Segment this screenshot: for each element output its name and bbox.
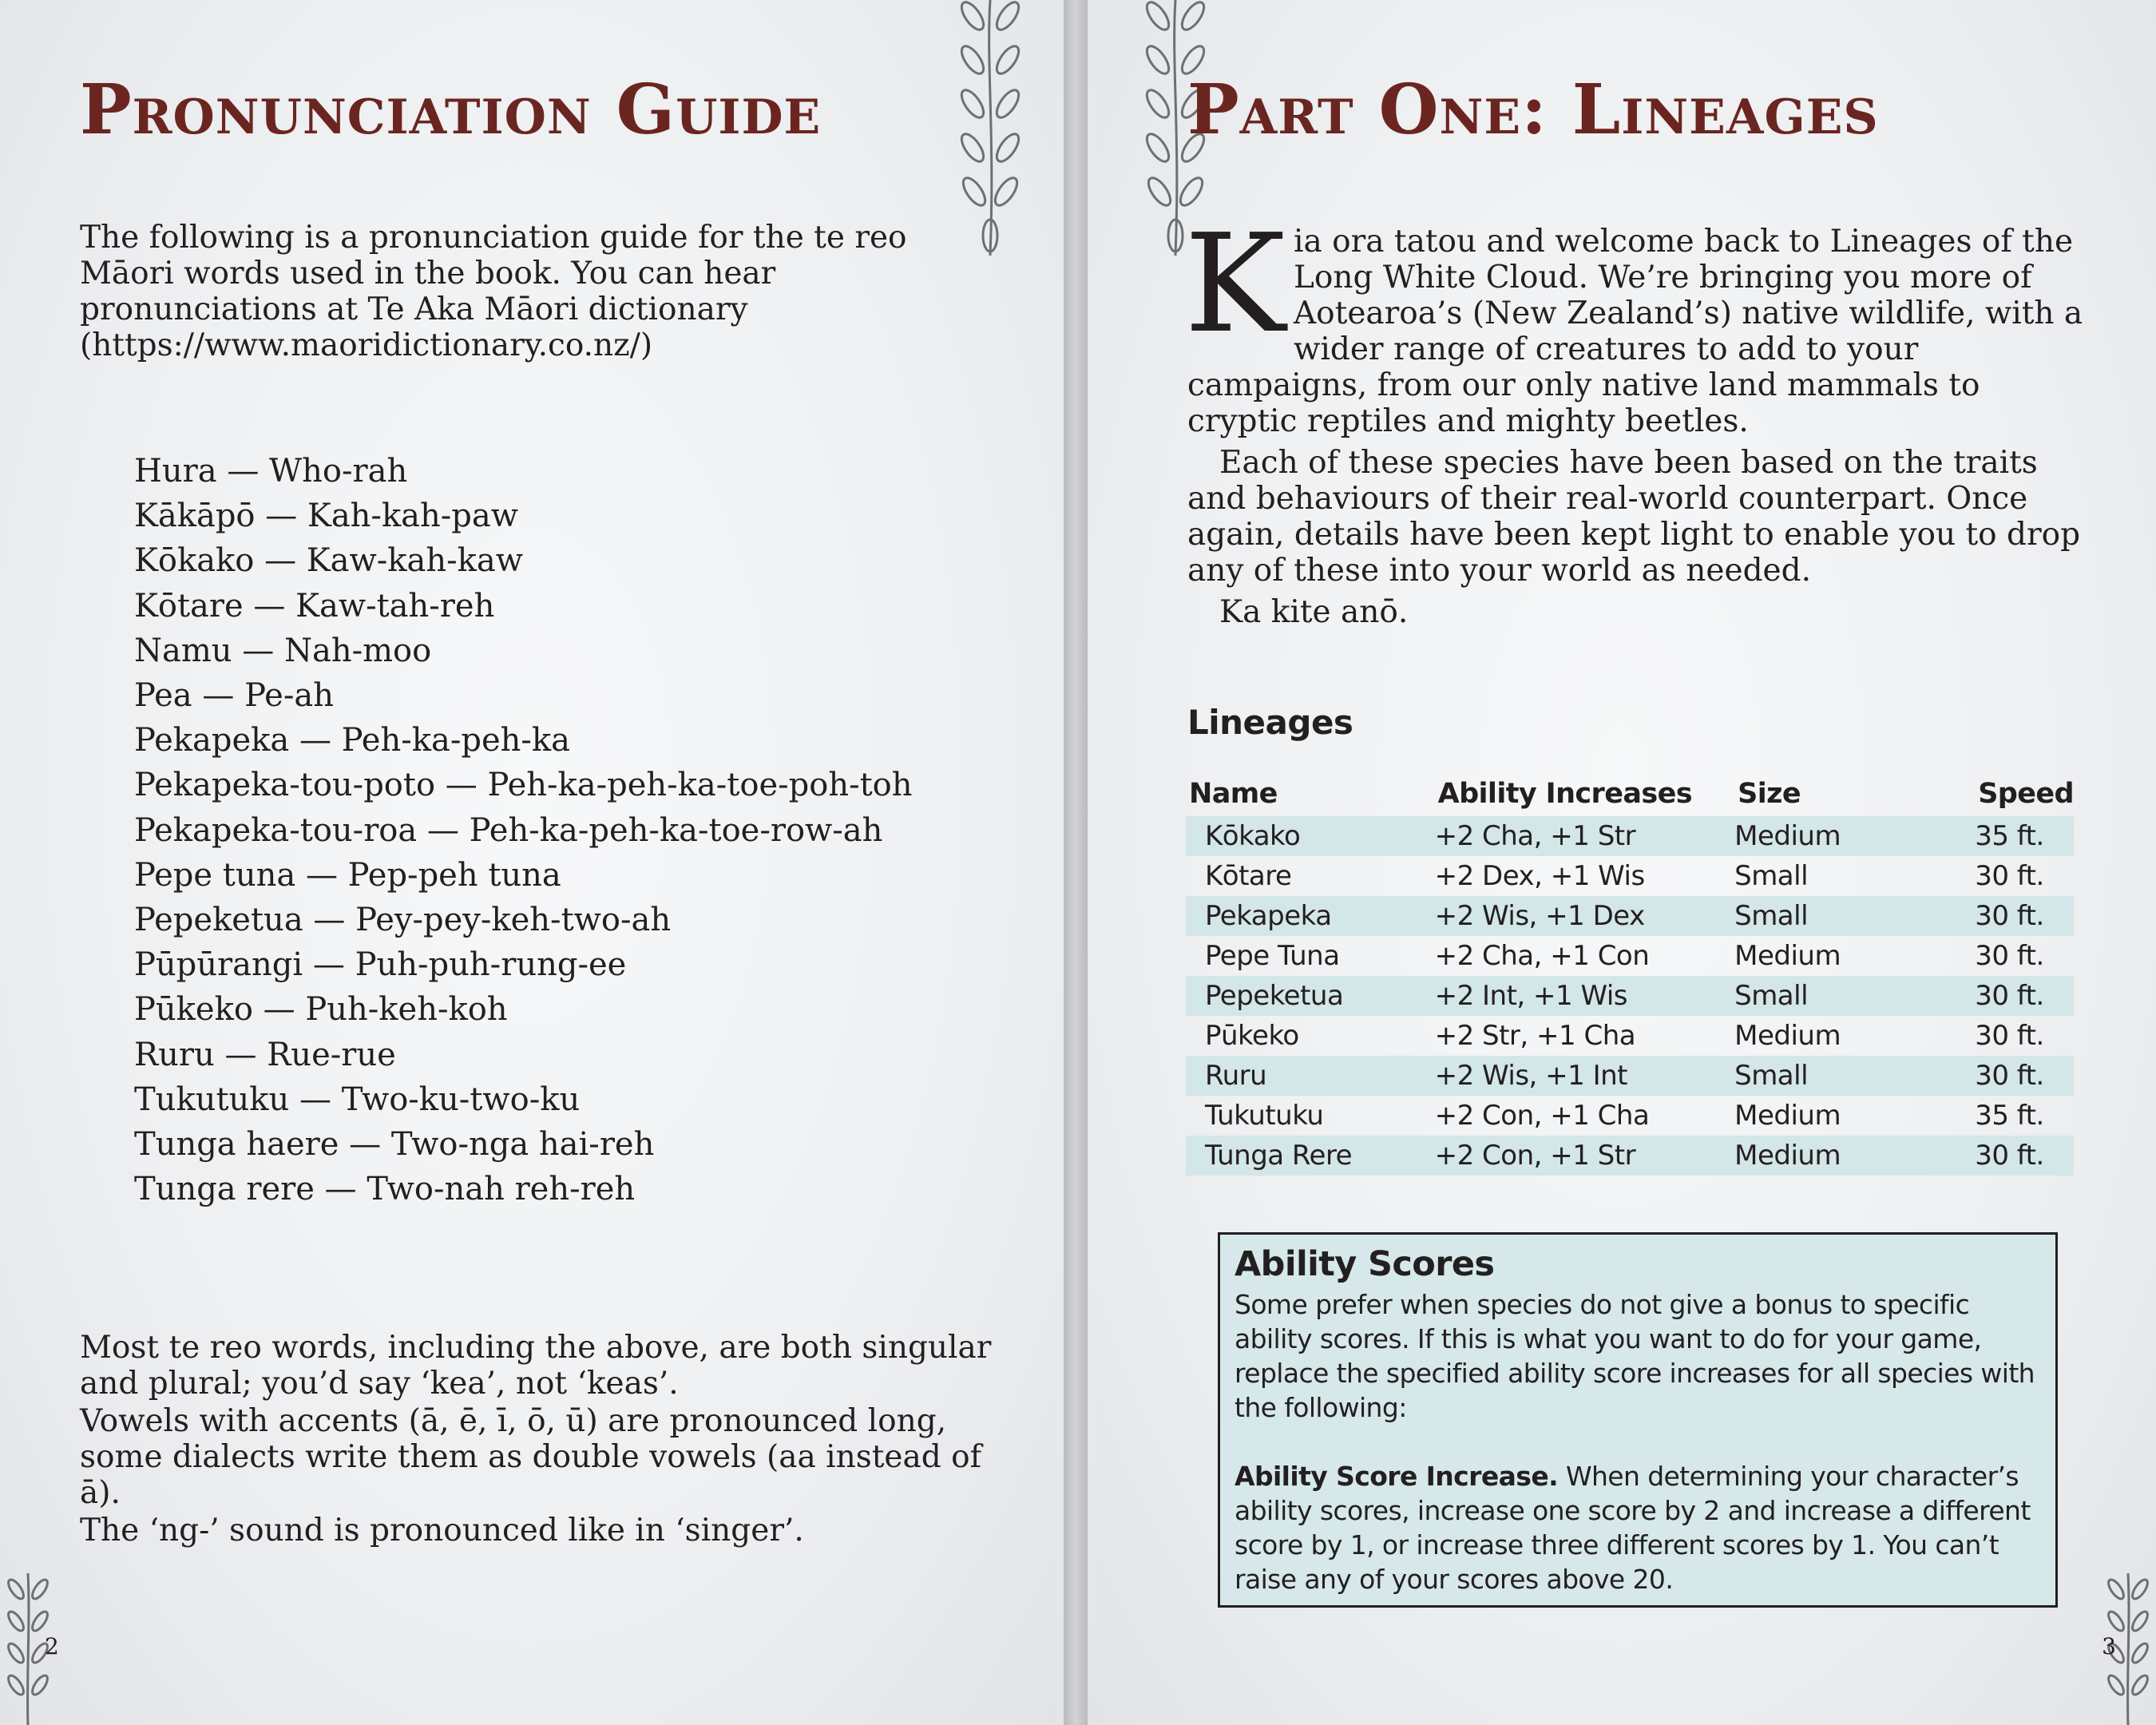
table-cell: +2 Str, +1 Cha	[1434, 1020, 1636, 1052]
lead-text	[1184, 205, 2090, 630]
table-cell: +2 Cha, +1 Con	[1434, 940, 1650, 972]
list-item: Hura — Who-rah	[134, 453, 408, 490]
column-header: Name	[1189, 778, 1278, 810]
sidebar-rule	[1235, 1459, 2041, 1596]
list-item: Tunga rere — Two-nah reh-reh	[134, 1171, 636, 1208]
rule-label: Ability Score Increase.	[1235, 1461, 1559, 1492]
list-item: Namu — Nah-moo	[134, 632, 432, 669]
table-cell: Medium	[1734, 1020, 1841, 1052]
table-cell: Ruru	[1186, 1056, 1435, 1096]
table-cell: Tukutuku	[1205, 1100, 1324, 1132]
list-item: Tunga haere — Two-nga hai-reh	[134, 1126, 655, 1164]
notes	[80, 1330, 1006, 1549]
list-item: Kōkako — Kaw-kah-kaw	[134, 542, 523, 580]
pronunciation-list	[134, 449, 913, 1211]
page-number: 2	[45, 1633, 59, 1660]
left-page	[0, 0, 1064, 1725]
table-cell: Medium	[1734, 816, 1975, 856]
table-row	[1186, 896, 2074, 936]
table-cell: +2 Wis, +1 Int	[1435, 1056, 1735, 1096]
list-item: Pepeketua — Pey-pey-keh-two-ah	[134, 902, 672, 939]
table-cell: 35 ft.	[1975, 1100, 2044, 1132]
note-paragraph: Most te reo words, including the above, are both singular and plural; you’d say ‘kea’, not ‘keas’.	[80, 1330, 992, 1402]
list-item: Pekapeka-tou-roa — Peh-ka-peh-ka-toe-row-ah	[134, 811, 883, 849]
table-cell: Small	[1734, 860, 1809, 892]
intro-paragraph: The following is a pronunciation guide for the te reo Māori words used in the book. You can hear pronunciations at Te Aka Māori dictionary (https://www.maoridictionary.co.nz/)	[80, 220, 907, 363]
table-cell: Pepeketua	[1186, 976, 1435, 1016]
table-cell: Tunga Rere	[1186, 1136, 1435, 1176]
rule-text: When determining your character’s ability scores, increase one score by 2 and increase a different score by 1, or increase three different scores by 1. You can’t raise any of your scores above 20.	[1235, 1461, 2031, 1595]
table-cell: Pepe Tuna	[1205, 940, 1340, 972]
table-cell: Small	[1734, 976, 1975, 1016]
note-paragraph: Vowels with accents (ā, ē, ī, ō, ū) are pronounced long, some dialects write them as double vowels (aa instead of ā).	[80, 1403, 982, 1511]
list-item: Pea — Pe-ah	[134, 677, 334, 715]
list-item: Kōtare — Kaw-tah-reh	[134, 587, 495, 625]
table-cell: Medium	[1734, 1100, 1841, 1132]
sidebar-text: Some prefer when species do not give a bonus to specific ability scores. If this is what you want to do for your game, replace the specified ability score increases for all species with the following:	[1235, 1289, 2035, 1423]
list-item: Pepe tuna — Pep-peh tuna	[134, 856, 561, 894]
table-cell: 30 ft.	[1975, 1056, 2074, 1096]
table-cell: Medium	[1734, 940, 1841, 972]
table-row	[1186, 1056, 2074, 1096]
page-title: Pronunciation Guide	[80, 69, 822, 150]
list-item: Pekapeka — Peh-ka-peh-ka	[134, 722, 570, 759]
book-gutter	[1064, 0, 1088, 1725]
table-cell: +2 Con, +1 Str	[1435, 1136, 1735, 1176]
table-row	[1186, 816, 2074, 856]
table-cell: 35 ft.	[1975, 816, 2074, 856]
table-cell: 30 ft.	[1975, 896, 2074, 936]
table-cell: +2 Con, +1 Cha	[1434, 1100, 1650, 1132]
column-header: Size	[1738, 778, 1801, 810]
table-cell: Pūkeko	[1205, 1020, 1299, 1052]
page-number: 3	[2102, 1633, 2116, 1660]
table-cell: Small	[1734, 1056, 1975, 1096]
note-paragraph: The ‘ng-’ sound is pronounced like in ‘singer’.	[80, 1513, 804, 1549]
table-cell: +2 Int, +1 Wis	[1435, 976, 1735, 1016]
table-cell: 30 ft.	[1975, 860, 2044, 892]
list-item: Tukutuku — Two-ku-two-ku	[134, 1081, 581, 1118]
list-item: Pūpūrangi — Puh-puh-rung-ee	[134, 946, 627, 984]
list-item: Pūkeko — Puh-keh-koh	[134, 991, 508, 1029]
table-cell: 30 ft.	[1975, 940, 2044, 972]
table-cell: +2 Dex, +1 Wis	[1434, 860, 1645, 892]
table-cell: +2 Cha, +1 Str	[1435, 816, 1735, 856]
table-cell: Medium	[1734, 1136, 1975, 1176]
sidebar-title: Ability Scores	[1235, 1244, 1495, 1284]
right-page	[1088, 0, 2156, 1725]
list-item: Pekapeka-tou-poto — Peh-ka-peh-ka-toe-poh-toh	[134, 767, 913, 804]
table-cell: Pekapeka	[1186, 896, 1435, 936]
table-header-row	[1186, 771, 2074, 816]
table-cell: Kōkako	[1186, 816, 1435, 856]
page-title: Part One: Lineages	[1187, 69, 1879, 150]
drop-cap: K	[1184, 205, 1286, 363]
ability-scores-sidebar	[1218, 1232, 2058, 1608]
table-row	[1186, 1096, 2074, 1136]
table-cell: Small	[1734, 896, 1975, 936]
lead-paragraph-text: ia ora tatou and welcome back to Lineages of the Long White Cloud. We’re bringing you more of Aotearoa’s (New Zealand’s) native wildlife, with a wider range of creatures to add to your campaigns, from our only native land mammals to cryptic reptiles and mighty beetles.	[1187, 224, 2083, 439]
column-header: Ability Increases	[1437, 778, 1692, 810]
table-row	[1186, 1136, 2074, 1176]
table-cell: Kōtare	[1205, 860, 1292, 892]
section-heading: Lineages	[1187, 703, 1353, 742]
column-header: Speed	[1978, 778, 2074, 810]
table-row	[1186, 1016, 2074, 1056]
body-paragraph: Each of these species have been based on the traits and behaviours of their real-world counterpart. Once again, details have been kept light to enable you to drop any of these into your world as needed.	[1187, 445, 2081, 589]
table-row	[1186, 936, 2074, 976]
table-row	[1186, 976, 2074, 1016]
table-cell: +2 Wis, +1 Dex	[1435, 896, 1735, 936]
lead-paragraph	[1184, 205, 2090, 439]
closing-paragraph: Ka kite anō.	[1219, 594, 1409, 630]
lineages-table	[1186, 771, 2074, 1176]
table-cell: 30 ft.	[1975, 1136, 2074, 1176]
table-cell: 30 ft.	[1975, 976, 2074, 1016]
table-cell: 30 ft.	[1975, 1020, 2044, 1052]
list-item: Ruru — Rue-rue	[134, 1036, 396, 1073]
list-item: Kākāpō — Kah-kah-paw	[134, 498, 518, 535]
leaf-sprig-icon	[942, 0, 1038, 264]
table-row	[1186, 856, 2074, 896]
